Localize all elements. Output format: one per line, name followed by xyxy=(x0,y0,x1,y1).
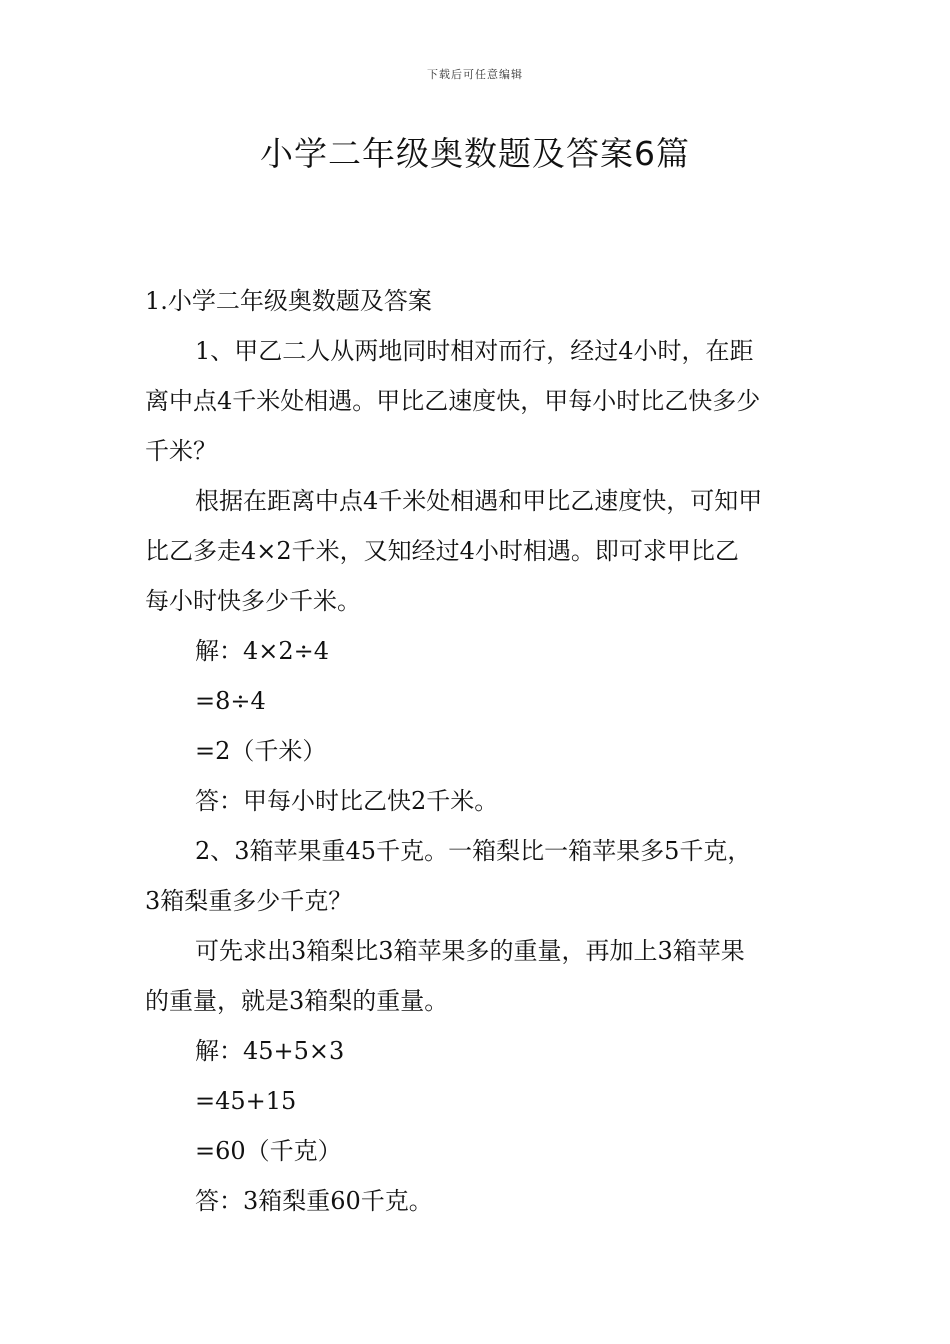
analysis-2-line-1: 可先求出3箱梨比3箱苹果多的重量，再加上3箱苹果 xyxy=(195,937,745,965)
problem-1-line-2: 离中点4千米处相遇。甲比乙速度快，甲每小时比乙快多少 xyxy=(145,387,761,415)
solution-2-step-3: =60（千克） xyxy=(195,1137,342,1165)
solution-1-step-3: =2（千米） xyxy=(195,737,327,765)
problem-2-line-2: 3箱梨重多少千克？ xyxy=(145,887,353,915)
section-heading: 1.小学二年级奥数题及答案 xyxy=(145,287,432,315)
solution-1-step-1: 解：4×2÷4 xyxy=(195,637,330,665)
problem-1-line-1: 1、甲乙二人从两地同时相对而行，经过4小时，在距 xyxy=(195,337,754,365)
document-body xyxy=(145,276,810,1226)
analysis-1-line-1: 根据在距离中点4千米处相遇和甲比乙速度快，可知甲 xyxy=(195,487,763,515)
analysis-2-line-2: 的重量，就是3箱梨的重量。 xyxy=(145,987,449,1015)
problem-2-line-1: 2、3箱苹果重45千克。一箱梨比一箱苹果多5千克， xyxy=(195,837,752,865)
analysis-1-line-3: 每小时快多少千米。 xyxy=(145,587,361,615)
page-header-note: 下载后可任意编辑 xyxy=(427,68,523,81)
solution-1-step-2: =8÷4 xyxy=(195,687,266,715)
solution-2-step-1: 解：45+5×3 xyxy=(195,1037,345,1065)
solution-2-step-2: =45+15 xyxy=(195,1087,297,1115)
document-title: 小学二年级奥数题及答案6篇 xyxy=(260,134,690,173)
analysis-1-line-2: 比乙多走4×2千米，又知经过4小时相遇。即可求甲比乙 xyxy=(145,537,739,565)
answer-2: 答：3箱梨重60千克。 xyxy=(195,1187,433,1215)
problem-1-line-3: 千米？ xyxy=(145,437,217,465)
answer-1: 答：甲每小时比乙快2千米。 xyxy=(195,787,499,815)
